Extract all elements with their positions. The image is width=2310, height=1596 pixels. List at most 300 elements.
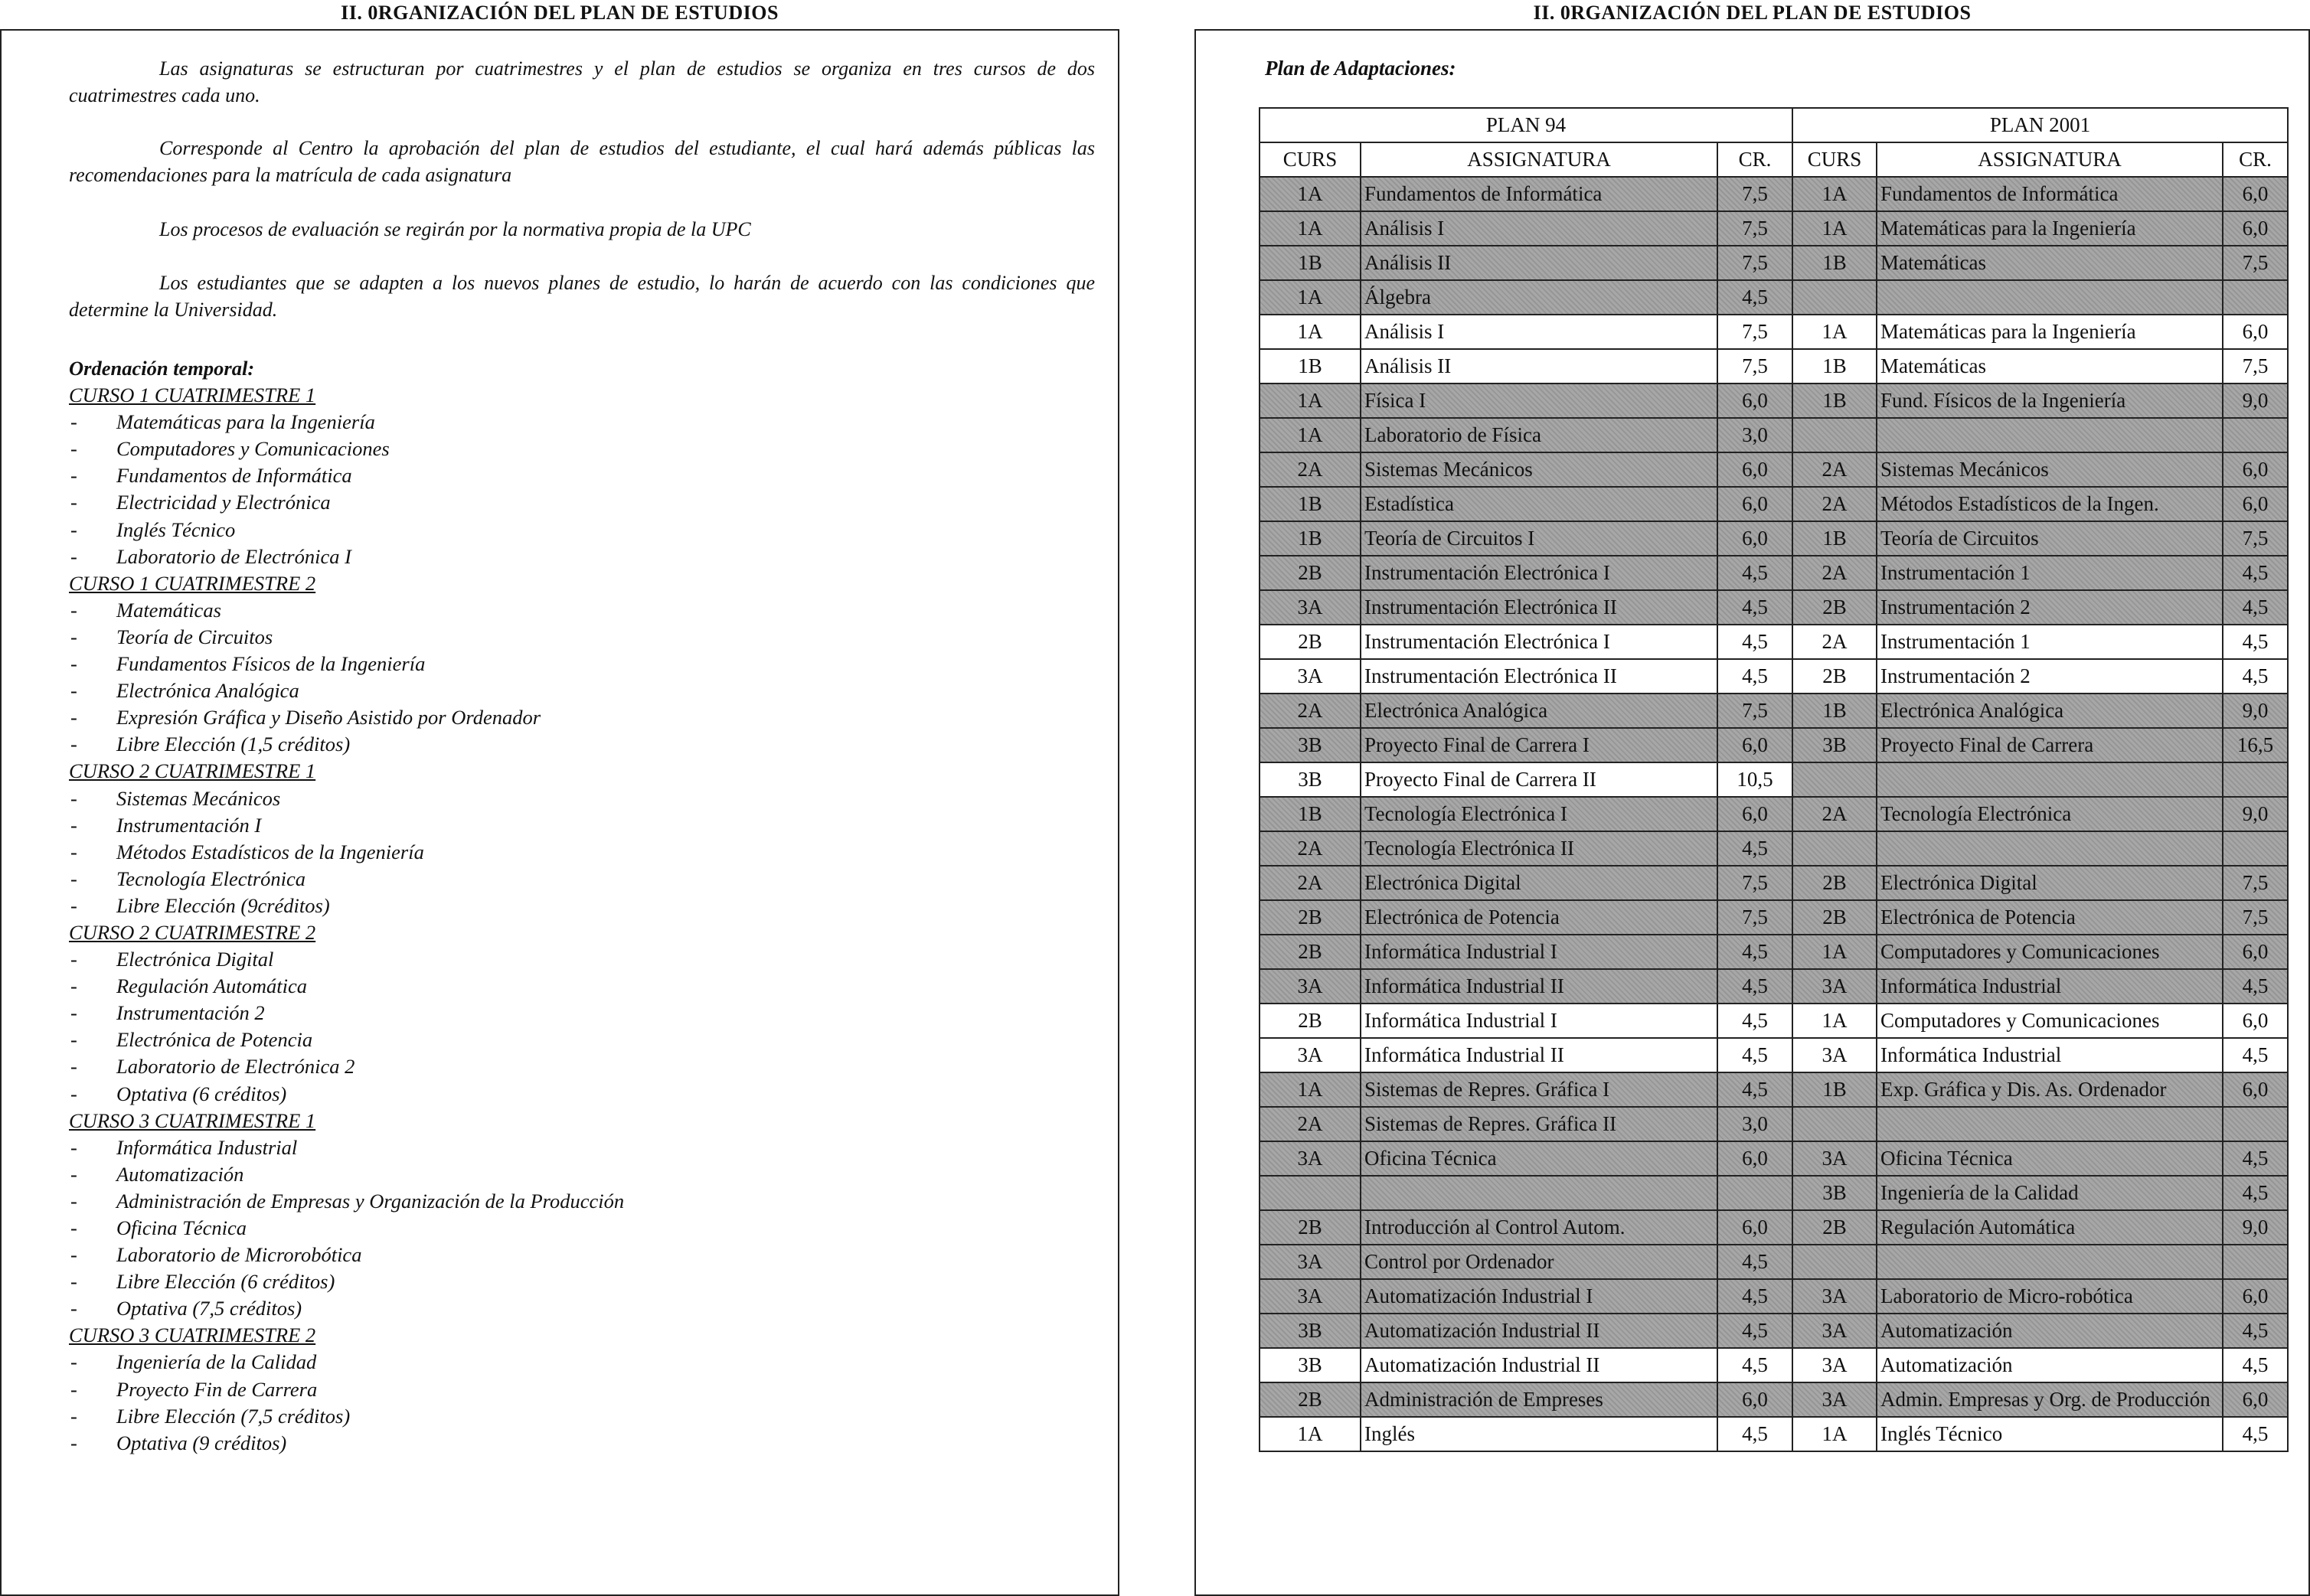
plan94-credits-cell: 3,0	[1717, 1107, 1792, 1141]
plan94-subject-cell: Control por Ordenador	[1361, 1245, 1717, 1279]
plan94-curs-cell: 2A	[1260, 831, 1361, 866]
plan94-subject-cell: Introducción al Control Autom.	[1361, 1210, 1717, 1245]
plan94-curs-cell: 1B	[1260, 797, 1361, 831]
plan2001-curs-cell: 2B	[1792, 900, 1877, 935]
plan2001-subject-cell: Exp. Gráfica y Dis. As. Ordenador	[1877, 1072, 2223, 1107]
plan94-subject-cell: Electrónica de Potencia	[1361, 900, 1717, 935]
plan94-subject-cell: Análisis II	[1361, 246, 1717, 280]
plan94-curs-cell: 3A	[1260, 1245, 1361, 1279]
plan2001-subject-cell: Electrónica de Potencia	[1877, 900, 2223, 935]
plan2001-curs-cell: 1A	[1792, 211, 1877, 246]
plan94-subject-cell: Estadística	[1361, 487, 1717, 521]
plan94-subject-cell: Automatización Industrial II	[1361, 1314, 1717, 1348]
plan94-curs-cell: 1A	[1260, 383, 1361, 418]
plan2001-credits-cell: 6,0	[2223, 177, 2288, 211]
plan2001-subject-cell: Instrumentación 1	[1877, 625, 2223, 659]
plan2001-credits-cell: 7,5	[2223, 246, 2288, 280]
col-curs-2001: CURS	[1792, 142, 1877, 177]
plan2001-curs-cell: 3B	[1792, 728, 1877, 762]
plan2001-curs-cell: 1A	[1792, 177, 1877, 211]
plan2001-credits-cell: 7,5	[2223, 349, 2288, 383]
plan94-subject-cell: Sistemas de Repres. Gráfica I	[1361, 1072, 1717, 1107]
plan2001-subject-cell: Matemáticas para la Ingeniería	[1877, 315, 2223, 349]
plan94-credits-cell: 7,5	[1717, 211, 1792, 246]
plan94-curs-cell: 1A	[1260, 280, 1361, 315]
plan94-subject-cell: Física I	[1361, 383, 1717, 418]
course-subject: - Matemáticas para la Ingeniería	[69, 409, 1064, 436]
adaptation-table	[1259, 107, 2289, 1452]
plan2001-curs-cell: 2A	[1792, 487, 1877, 521]
adaptation-row	[1260, 211, 2288, 246]
plan94-credits-cell: 4,5	[1717, 1417, 1792, 1451]
plan2001-credits-cell: 4,5	[2223, 1141, 2288, 1176]
plan94-curs-cell: 2B	[1260, 625, 1361, 659]
plan2001-credits-cell: 7,5	[2223, 866, 2288, 900]
plan94-curs-cell: 3A	[1260, 659, 1361, 694]
plan2001-curs-cell: 1B	[1792, 246, 1877, 280]
plan2001-credits-cell	[2223, 1107, 2288, 1141]
plan2001-curs-cell: 3A	[1792, 969, 1877, 1004]
plan2001-curs-cell: 3A	[1792, 1314, 1877, 1348]
plan94-credits-cell: 7,5	[1717, 866, 1792, 900]
adaptation-row	[1260, 797, 2288, 831]
plan94-curs-cell: 3B	[1260, 762, 1361, 797]
adaptation-row	[1260, 315, 2288, 349]
plan2001-curs-cell: 1B	[1792, 349, 1877, 383]
plan94-curs-cell: 1B	[1260, 246, 1361, 280]
plan2001-subject-cell: Sistemas Mecánicos	[1877, 452, 2223, 487]
course-subject: - Proyecto Fin de Carrera	[69, 1376, 1064, 1403]
plan94-subject-cell: Automatización Industrial I	[1361, 1279, 1717, 1314]
plan94-credits-cell	[1717, 1176, 1792, 1210]
plan2001-subject-cell: Instrumentación 2	[1877, 659, 2223, 694]
plan2001-subject-cell: Matemáticas	[1877, 246, 2223, 280]
course-title: CURSO 2 CUATRIMESTRE 2	[69, 920, 316, 944]
plan2001-subject-cell: Proyecto Final de Carrera	[1877, 728, 2223, 762]
plan2001-subject-cell: Computadores y Comunicaciones	[1877, 1004, 2223, 1038]
plan94-curs-cell: 2A	[1260, 694, 1361, 728]
adaptation-row	[1260, 1038, 2288, 1072]
plan2001-subject-cell: Tecnología Electrónica	[1877, 797, 2223, 831]
plan2001-curs-cell: 2A	[1792, 556, 1877, 590]
plan2001-curs-cell: 1A	[1792, 315, 1877, 349]
plan2001-curs-cell: 2A	[1792, 452, 1877, 487]
plan94-credits-cell: 4,5	[1717, 969, 1792, 1004]
adaptation-row	[1260, 349, 2288, 383]
course-subject: - Teoría de Circuitos	[69, 624, 1064, 651]
adaptation-row	[1260, 1245, 2288, 1279]
plan94-subject-cell	[1361, 1176, 1717, 1210]
plan94-credits-cell: 4,5	[1717, 935, 1792, 969]
plan94-curs-cell: 2B	[1260, 1382, 1361, 1417]
plan94-subject-cell: Laboratorio de Física	[1361, 418, 1717, 452]
plan94-credits-cell: 4,5	[1717, 1004, 1792, 1038]
plan2001-credits-cell: 4,5	[2223, 590, 2288, 625]
plan2001-curs-cell: 1A	[1792, 935, 1877, 969]
plan94-subject-cell: Automatización Industrial II	[1361, 1348, 1717, 1382]
plan2001-subject-cell: Automatización	[1877, 1314, 2223, 1348]
plan94-curs-cell: 3B	[1260, 1314, 1361, 1348]
plan2001-credits-cell	[2223, 418, 2288, 452]
course-subject: - Informática Industrial	[69, 1134, 1064, 1161]
plan94-credits-cell: 3,0	[1717, 418, 1792, 452]
course-title: CURSO 1 CUATRIMESTRE 2	[69, 571, 316, 595]
plan94-subject-cell: Informática Industrial I	[1361, 1004, 1717, 1038]
course-title: CURSO 3 CUATRIMESTRE 2	[69, 1323, 316, 1347]
course-subject: - Libre Elección (6 créditos)	[69, 1268, 1064, 1295]
adaptation-row	[1260, 625, 2288, 659]
plan2001-credits-cell: 6,0	[2223, 935, 2288, 969]
plan94-credits-cell: 6,0	[1717, 797, 1792, 831]
plan2001-curs-cell: 3A	[1792, 1038, 1877, 1072]
adaptation-row	[1260, 969, 2288, 1004]
ordenacion-heading: Ordenación temporal:	[69, 357, 255, 380]
plan94-subject-cell: Electrónica Analógica	[1361, 694, 1717, 728]
plan94-subject-cell: Fundamentos de Informática	[1361, 177, 1717, 211]
adaptation-row	[1260, 1382, 2288, 1417]
plan2001-subject-cell: Informática Industrial	[1877, 1038, 2223, 1072]
plan94-subject-cell: Proyecto Final de Carrera II	[1361, 762, 1717, 797]
plan94-credits-cell: 4,5	[1717, 831, 1792, 866]
plan94-credits-cell: 4,5	[1717, 1279, 1792, 1314]
plan2001-subject-cell	[1877, 1107, 2223, 1141]
adaptation-row	[1260, 1072, 2288, 1107]
plan2001-curs-cell: 3A	[1792, 1382, 1877, 1417]
plan2001-curs-cell	[1792, 1107, 1877, 1141]
plan94-curs-cell: 2B	[1260, 1210, 1361, 1245]
adaptation-row	[1260, 659, 2288, 694]
plan94-credits-cell: 6,0	[1717, 728, 1792, 762]
course-subject: - Optativa (9 créditos)	[69, 1430, 1064, 1457]
left-page-title: II. 0RGANIZACIÓN DEL PLAN DE ESTUDIOS	[341, 2, 779, 24]
plan94-subject-cell: Informática Industrial II	[1361, 1038, 1717, 1072]
plan2001-curs-cell: 2A	[1792, 797, 1877, 831]
plan94-credits-cell: 7,5	[1717, 349, 1792, 383]
plan94-curs-cell: 3A	[1260, 1279, 1361, 1314]
plan94-subject-cell: Sistemas de Repres. Gráfica II	[1361, 1107, 1717, 1141]
adaptation-row	[1260, 452, 2288, 487]
plan94-credits-cell: 4,5	[1717, 1348, 1792, 1382]
plan2001-subject-cell: Ingeniería de la Calidad	[1877, 1176, 2223, 1210]
plan2001-credits-cell: 6,0	[2223, 211, 2288, 246]
plan2001-subject-cell: Fundamentos de Informática	[1877, 177, 2223, 211]
plan94-curs-cell: 1B	[1260, 521, 1361, 556]
plan94-credits-cell: 6,0	[1717, 383, 1792, 418]
plan2001-credits-cell: 6,0	[2223, 487, 2288, 521]
plan2001-curs-cell: 2B	[1792, 590, 1877, 625]
plan2001-curs-cell: 1B	[1792, 521, 1877, 556]
adaptation-row	[1260, 1279, 2288, 1314]
course-subject: - Fundamentos de Informática	[69, 462, 1064, 489]
plan2001-curs-cell: 2B	[1792, 659, 1877, 694]
adaptation-row	[1260, 590, 2288, 625]
intro-paragraph-4: Los estudiantes que se adapten a los nuevos planes de estudio, lo harán de acuerdo con las condiciones que determine la Universidad.	[69, 272, 1095, 321]
plan94-subject-cell: Oficina Técnica	[1361, 1141, 1717, 1176]
plan94-curs-cell: 3A	[1260, 1038, 1361, 1072]
adaptation-row	[1260, 556, 2288, 590]
plan2001-subject-cell: Laboratorio de Micro-robótica	[1877, 1279, 2223, 1314]
plan2001-subject-cell: Admin. Empresas y Org. de Producción	[1877, 1382, 2223, 1417]
plan2001-credits-cell: 9,0	[2223, 383, 2288, 418]
adaptation-row	[1260, 1348, 2288, 1382]
col-assignatura-2001: ASSIGNATURA	[1877, 142, 2223, 177]
intro-paragraph-2: Corresponde al Centro la aprobación del plan de estudios del estudiante, el cual hará además públicas las recomendaciones para la matrícula de cada asignatura	[69, 137, 1095, 186]
plan94-subject-cell: Instrumentación Electrónica II	[1361, 659, 1717, 694]
plan-94-header: PLAN 94	[1260, 108, 1792, 142]
adaptation-row	[1260, 487, 2288, 521]
plan2001-subject-cell: Regulación Automática	[1877, 1210, 2223, 1245]
plan2001-credits-cell: 4,5	[2223, 1176, 2288, 1210]
plan2001-credits-cell	[2223, 831, 2288, 866]
plan2001-credits-cell: 6,0	[2223, 1382, 2288, 1417]
course-title: CURSO 2 CUATRIMESTRE 1	[69, 759, 316, 783]
plan2001-subject-cell: Informática Industrial	[1877, 969, 2223, 1004]
plan94-subject-cell: Teoría de Circuitos I	[1361, 521, 1717, 556]
plan94-curs-cell: 1A	[1260, 211, 1361, 246]
plan2001-curs-cell: 3A	[1792, 1348, 1877, 1382]
plan2001-credits-cell: 6,0	[2223, 452, 2288, 487]
col-assignatura-94: ASSIGNATURA	[1361, 142, 1717, 177]
plan94-credits-cell: 4,5	[1717, 1072, 1792, 1107]
intro-paragraph-3: Los procesos de evaluación se regirán por la normativa propia de la UPC	[159, 218, 751, 240]
adaptation-row	[1260, 418, 2288, 452]
plan2001-curs-cell	[1792, 762, 1877, 797]
plan2001-curs-cell: 3A	[1792, 1141, 1877, 1176]
course-subject: - Ingeniería de la Calidad	[69, 1349, 1064, 1376]
plan2001-subject-cell: Oficina Técnica	[1877, 1141, 2223, 1176]
plan2001-subject-cell: Teoría de Circuitos	[1877, 521, 2223, 556]
plan94-curs-cell: 2A	[1260, 452, 1361, 487]
plan94-curs-cell: 2A	[1260, 866, 1361, 900]
plan2001-curs-cell: 3B	[1792, 1176, 1877, 1210]
plan94-credits-cell: 4,5	[1717, 625, 1792, 659]
course-subject: - Laboratorio de Electrónica I	[69, 543, 1064, 570]
plan2001-curs-cell: 3A	[1792, 1279, 1877, 1314]
plan94-curs-cell: 3B	[1260, 728, 1361, 762]
plan2001-credits-cell: 4,5	[2223, 1038, 2288, 1072]
course-list	[69, 382, 1064, 1457]
plan2001-curs-cell	[1792, 831, 1877, 866]
adaptation-row	[1260, 728, 2288, 762]
plan94-curs-cell: 2B	[1260, 556, 1361, 590]
plan2001-credits-cell: 4,5	[2223, 625, 2288, 659]
course-title: CURSO 1 CUATRIMESTRE 1	[69, 383, 316, 407]
plan94-curs-cell: 1A	[1260, 418, 1361, 452]
plan-adaptaciones-label: Plan de Adaptaciones:	[1265, 57, 1456, 80]
plan2001-credits-cell	[2223, 280, 2288, 315]
plan2001-subject-cell	[1877, 280, 2223, 315]
plan94-curs-cell: 1A	[1260, 315, 1361, 349]
plan94-credits-cell: 7,5	[1717, 900, 1792, 935]
plan2001-credits-cell: 4,5	[2223, 1417, 2288, 1451]
course-subject: - Laboratorio de Microrobótica	[69, 1242, 1064, 1268]
adaptation-row	[1260, 1004, 2288, 1038]
plan94-subject-cell: Instrumentación Electrónica I	[1361, 556, 1717, 590]
course-subject: - Fundamentos Físicos de la Ingeniería	[69, 651, 1064, 677]
plan2001-credits-cell: 9,0	[2223, 694, 2288, 728]
plan2001-credits-cell: 4,5	[2223, 1314, 2288, 1348]
col-cr-94: CR.	[1717, 142, 1792, 177]
plan94-curs-cell: 3A	[1260, 969, 1361, 1004]
course-subject: - Libre Elección (1,5 créditos)	[69, 731, 1064, 758]
plan94-curs-cell: 3A	[1260, 1141, 1361, 1176]
plan2001-subject-cell: Instrumentación 2	[1877, 590, 2223, 625]
plan2001-credits-cell: 16,5	[2223, 728, 2288, 762]
course-subject: - Electricidad y Electrónica	[69, 489, 1064, 516]
course-subject: - Electrónica Digital	[69, 946, 1064, 973]
course-title: CURSO 3 CUATRIMESTRE 1	[69, 1108, 316, 1132]
plan94-curs-cell	[1260, 1176, 1361, 1210]
plan94-credits-cell: 6,0	[1717, 521, 1792, 556]
plan94-subject-cell: Análisis II	[1361, 349, 1717, 383]
plan2001-curs-cell: 1B	[1792, 383, 1877, 418]
col-cr-2001: CR.	[2223, 142, 2288, 177]
course-subject: - Regulación Automática	[69, 973, 1064, 1000]
plan94-subject-cell: Electrónica Digital	[1361, 866, 1717, 900]
course-subject: - Administración de Empresas y Organización de la Producción	[69, 1188, 1064, 1215]
plan2001-subject-cell	[1877, 831, 2223, 866]
ordenacion-temporal	[69, 355, 1064, 1457]
adaptation-row	[1260, 866, 2288, 900]
plan94-credits-cell: 10,5	[1717, 762, 1792, 797]
adaptation-row	[1260, 1314, 2288, 1348]
adaptation-row	[1260, 383, 2288, 418]
plan2001-curs-cell: 2A	[1792, 625, 1877, 659]
plan94-curs-cell: 3B	[1260, 1348, 1361, 1382]
plan2001-credits-cell: 6,0	[2223, 1004, 2288, 1038]
plan94-subject-cell: Informática Industrial I	[1361, 935, 1717, 969]
plan2001-curs-cell: 1B	[1792, 694, 1877, 728]
plan94-subject-cell: Tecnología Electrónica I	[1361, 797, 1717, 831]
plan94-subject-cell: Sistemas Mecánicos	[1361, 452, 1717, 487]
plan2001-credits-cell: 6,0	[2223, 1072, 2288, 1107]
plan94-subject-cell: Inglés	[1361, 1417, 1717, 1451]
plan94-subject-cell: Álgebra	[1361, 280, 1717, 315]
plan2001-subject-cell: Automatización	[1877, 1348, 2223, 1382]
plan94-curs-cell: 1A	[1260, 1417, 1361, 1451]
plan2001-curs-cell: 1A	[1792, 1004, 1877, 1038]
plan94-credits-cell: 7,5	[1717, 694, 1792, 728]
plan2001-credits-cell: 4,5	[2223, 659, 2288, 694]
plan94-subject-cell: Instrumentación Electrónica II	[1361, 590, 1717, 625]
plan2001-curs-cell: 2B	[1792, 866, 1877, 900]
plan2001-subject-cell	[1877, 762, 2223, 797]
plan94-subject-cell: Tecnología Electrónica II	[1361, 831, 1717, 866]
plan2001-credits-cell: 7,5	[2223, 521, 2288, 556]
plan94-credits-cell: 6,0	[1717, 1382, 1792, 1417]
plan94-credits-cell: 6,0	[1717, 1141, 1792, 1176]
course-subject: - Expresión Gráfica y Diseño Asistido por Ordenador	[69, 704, 1064, 731]
course-subject: - Instrumentación I	[69, 812, 1064, 839]
col-curs-94: CURS	[1260, 142, 1361, 177]
plan2001-credits-cell: 9,0	[2223, 797, 2288, 831]
plan2001-subject-cell: Fund. Físicos de la Ingeniería	[1877, 383, 2223, 418]
adaptation-row	[1260, 935, 2288, 969]
plan94-credits-cell: 7,5	[1717, 177, 1792, 211]
course-subject: - Laboratorio de Electrónica 2	[69, 1053, 1064, 1080]
course-subject: - Sistemas Mecánicos	[69, 785, 1064, 812]
plan2001-subject-cell	[1877, 1245, 2223, 1279]
plan94-subject-cell: Informática Industrial II	[1361, 969, 1717, 1004]
adaptation-row	[1260, 900, 2288, 935]
plan94-credits-cell: 7,5	[1717, 246, 1792, 280]
plan94-curs-cell: 3A	[1260, 590, 1361, 625]
plan94-curs-cell: 1B	[1260, 487, 1361, 521]
course-subject: - Libre Elección (9créditos)	[69, 893, 1064, 919]
plan2001-subject-cell: Instrumentación 1	[1877, 556, 2223, 590]
adaptation-row	[1260, 177, 2288, 211]
plan94-subject-cell: Proyecto Final de Carrera I	[1361, 728, 1717, 762]
adaptation-row	[1260, 521, 2288, 556]
adaptation-row	[1260, 280, 2288, 315]
plan2001-subject-cell: Matemáticas para la Ingeniería	[1877, 211, 2223, 246]
plan94-credits-cell: 4,5	[1717, 659, 1792, 694]
plan2001-curs-cell	[1792, 280, 1877, 315]
plan94-subject-cell: Análisis I	[1361, 315, 1717, 349]
plan94-credits-cell: 4,5	[1717, 590, 1792, 625]
plan94-credits-cell: 4,5	[1717, 1314, 1792, 1348]
plan94-subject-cell: Administración de Empreses	[1361, 1382, 1717, 1417]
plan94-credits-cell: 4,5	[1717, 1245, 1792, 1279]
plan94-curs-cell: 2B	[1260, 935, 1361, 969]
course-subject: - Optativa (7,5 créditos)	[69, 1295, 1064, 1322]
adaptation-row	[1260, 1210, 2288, 1245]
right-page-title: II. 0RGANIZACIÓN DEL PLAN DE ESTUDIOS	[1533, 2, 1972, 24]
plan94-credits-cell: 7,5	[1717, 315, 1792, 349]
plan94-curs-cell: 2B	[1260, 1004, 1361, 1038]
plan2001-credits-cell: 9,0	[2223, 1210, 2288, 1245]
plan2001-subject-cell: Métodos Estadísticos de la Ingen.	[1877, 487, 2223, 521]
plan-2001-header: PLAN 2001	[1792, 108, 2288, 142]
plan94-credits-cell: 6,0	[1717, 1210, 1792, 1245]
plan2001-curs-cell	[1792, 418, 1877, 452]
adaptation-row	[1260, 1176, 2288, 1210]
plan94-credits-cell: 6,0	[1717, 452, 1792, 487]
adaptation-row	[1260, 831, 2288, 866]
adaptation-row	[1260, 246, 2288, 280]
plan94-credits-cell: 4,5	[1717, 1038, 1792, 1072]
plan94-curs-cell: 2A	[1260, 1107, 1361, 1141]
course-subject: - Automatización	[69, 1161, 1064, 1188]
plan2001-curs-cell: 2B	[1792, 1210, 1877, 1245]
course-subject: - Computadores y Comunicaciones	[69, 436, 1064, 462]
plan94-curs-cell: 2B	[1260, 900, 1361, 935]
plan94-subject-cell: Instrumentación Electrónica I	[1361, 625, 1717, 659]
adaptation-row	[1260, 762, 2288, 797]
plan2001-credits-cell: 6,0	[2223, 315, 2288, 349]
plan2001-subject-cell	[1877, 418, 2223, 452]
course-subject: - Optativa (6 créditos)	[69, 1081, 1064, 1108]
plan2001-subject-cell: Electrónica Analógica	[1877, 694, 2223, 728]
plan2001-curs-cell	[1792, 1245, 1877, 1279]
course-subject: - Oficina Técnica	[69, 1215, 1064, 1242]
plan2001-credits-cell	[2223, 1245, 2288, 1279]
adaptation-row	[1260, 694, 2288, 728]
plan94-curs-cell: 1A	[1260, 177, 1361, 211]
plan2001-credits-cell: 7,5	[2223, 900, 2288, 935]
plan94-subject-cell: Análisis I	[1361, 211, 1717, 246]
adaptation-row	[1260, 1417, 2288, 1451]
plan2001-subject-cell: Electrónica Digital	[1877, 866, 2223, 900]
plan94-credits-cell: 4,5	[1717, 280, 1792, 315]
adaptation-row	[1260, 1141, 2288, 1176]
plan94-curs-cell: 1A	[1260, 1072, 1361, 1107]
course-subject: - Electrónica Analógica	[69, 677, 1064, 704]
plan2001-subject-cell: Matemáticas	[1877, 349, 2223, 383]
plan2001-credits-cell	[2223, 762, 2288, 797]
course-subject: - Instrumentación 2	[69, 1000, 1064, 1026]
course-subject: - Electrónica de Potencia	[69, 1026, 1064, 1053]
